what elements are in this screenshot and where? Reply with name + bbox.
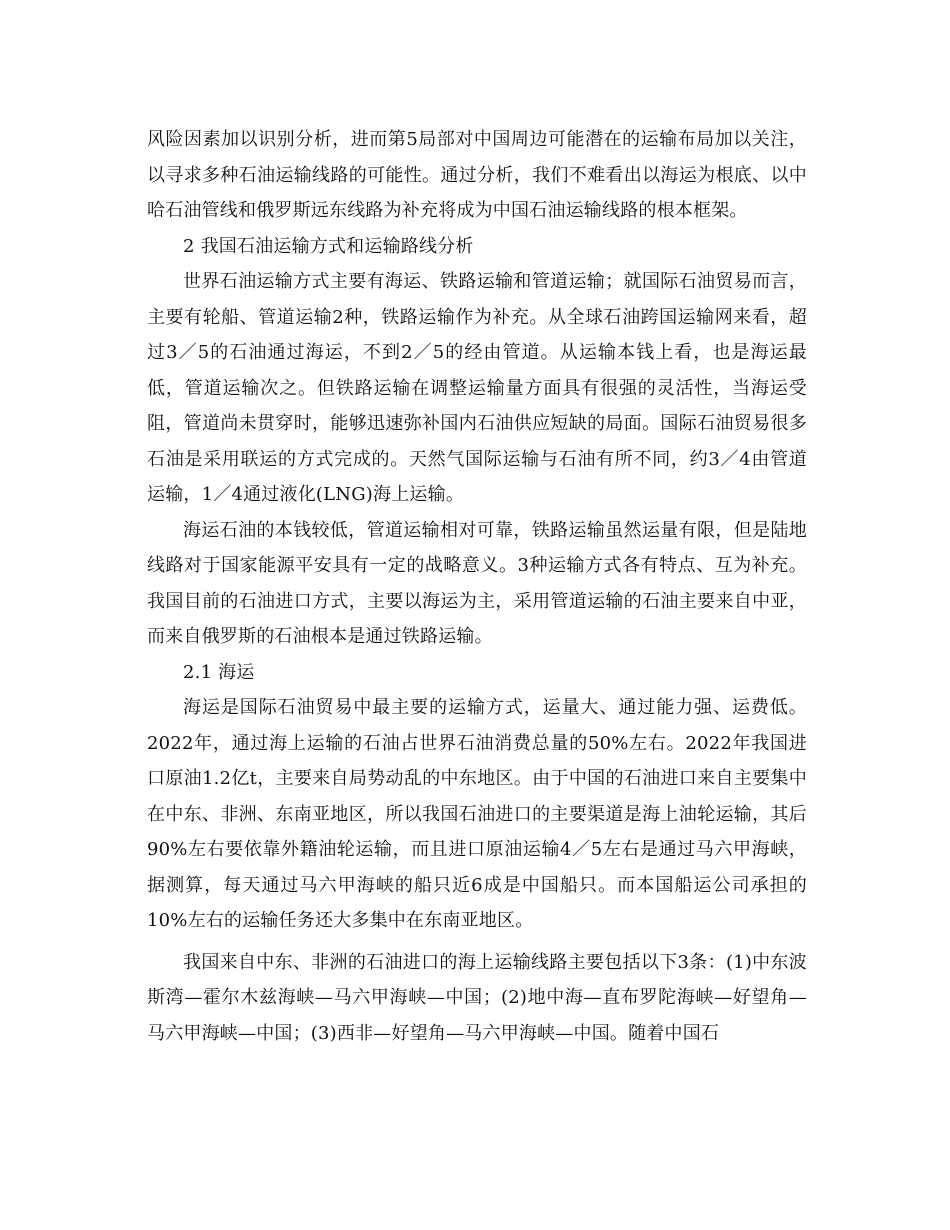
paragraph-transport-modes: 世界石油运输方式主要有海运、铁路运输和管道运输；就国际石油贸易而言，主要有轮船、管道运输2种，铁路运输作为补充。从全球石油跨国运输网来看，超过3／5的石油通过海运，不到2／5的经由管道。从运输本钱上看，也是海运最低，管道运输次之。但铁路运输在调整运输量方面具有很强的灵活性，当海运受阻，管道尚未贯穿时，能够迅速弥补国内石油供应短缺的局面。国际石油贸易很多石油是采用联运的方式完成的。天然气国际运输与石油有所不同，约3／4由管道运输，1／4通过液化(LNG)海上运输。 [147,271,807,505]
paragraph-sea-transport: 海运是国际石油贸易中最主要的运输方式，运量大、通过能力强、运费低。2022年，通过海上运输的石油占世界石油消费总量的50%左右。2022年我国进口原油1.2亿t，主要来自局势动乱的中东地区。由于中国的石油进口来自主要集中在中东、非洲、东南亚地区，所以我国石油进口的主要渠道是海上油轮运输，其后90%左右要依靠外籍油轮运输，而且进口原油运输4／5左右是通过马六甲海峡，据测算，每天通过马六甲海峡的船只近6成是中国船只。而本国船运公司承担的10%左右的运输任务还大多集中在东南亚地区。 [147,697,807,931]
paragraph-transport-comparison: 海运石油的本钱较低，管道运输相对可靠，铁路运输虽然运量有限，但是陆地线路对于国家能源平安具有一定的战略意义。3种运输方式各有特点、互为补充。我国目前的石油进口方式，主要以海运为主，采用管道运输的石油主要来自中亚，而来自俄罗斯的石油根本是通过铁路运输。 [147,519,807,647]
section-heading-2: 2 我国石油运输方式和运输路线分析 [183,235,474,257]
paragraph-intro-continued: 风险因素加以识别分析，进而第5局部对中国周边可能潜在的运输布局加以关注，以寻求多种石油运输线路的可能性。通过分析，我们不难看出以海运为根底、以中哈石油管线和俄罗斯远东线路为补充将成为中国石油运输线路的根本框架。 [147,129,807,221]
paragraph-sea-routes: 我国来自中东、非洲的石油进口的海上运输线路主要包括以下3条：(1)中东波斯湾—霍尔木兹海峡—马六甲海峡—中国；(2)地中海—直布罗陀海峡—好望角—马六甲海峡—中国；(3)西非—好望角—马六甲海峡—中国。随着中国石 [147,951,807,1044]
section-heading-2-1: 2.1 海运 [183,661,255,683]
document-body [147,122,807,1051]
